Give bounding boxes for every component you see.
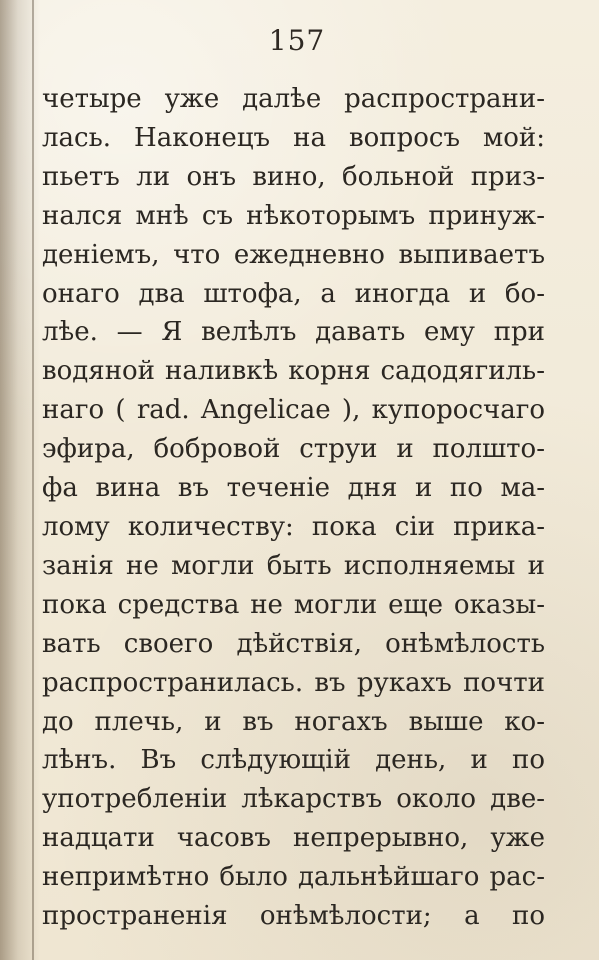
text-line: надцати часовъ непрерывно, уже	[42, 823, 545, 854]
body-text	[42, 80, 545, 936]
binding-shadow	[0, 0, 40, 960]
text-line: лась. Наконецъ на вопросъ мой:	[42, 122, 545, 153]
page-number: 157	[268, 24, 326, 57]
text-line: пространенiя онѣмѣлости; а по	[42, 901, 545, 932]
text-line: онаго два штофа, а иногда и бо-	[42, 278, 545, 309]
text-line: пока средства не могли еще оказы-	[42, 589, 545, 620]
text-line: нался мнѣ съ нѣкоторымъ принуж-	[42, 200, 545, 231]
text-line: занiя не могли быть исполняемы и	[42, 550, 545, 581]
text-line: водяной наливкѣ корня садодягиль-	[42, 356, 545, 387]
text-line: до плечь, и въ ногахъ выше ко-	[42, 706, 545, 737]
text-line: употребленiи лѣкарствъ около две-	[42, 784, 545, 815]
text-line: фа вина въ теченiе дня и по ма-	[42, 473, 545, 504]
text-line: эфира, бобровой струи и полшто-	[42, 434, 545, 465]
text-line: пьетъ ли онъ вино, больной приз-	[42, 161, 545, 192]
binding-edge	[32, 0, 34, 960]
text-line: наго ( rad. Angelicae ), купоросчаго	[42, 395, 545, 426]
text-line: лѣе. — Я велѣлъ давать ему при	[42, 317, 545, 348]
text-line: лому количеству: пока сiи прика-	[42, 511, 545, 542]
text-line: непримѣтно было дальнѣйшаго рас-	[42, 862, 545, 893]
text-line: вать своего дѣйствiя, онѣмѣлость	[42, 628, 545, 659]
text-line: четыре уже далѣе распространи-	[42, 84, 545, 114]
text-line: лѣнъ. Въ слѣдующiй день, и по	[42, 745, 545, 776]
text-line: денiемъ, что ежедневно выпиваетъ	[42, 239, 545, 270]
text-line: распространилась. въ рукахъ почти	[42, 667, 545, 698]
